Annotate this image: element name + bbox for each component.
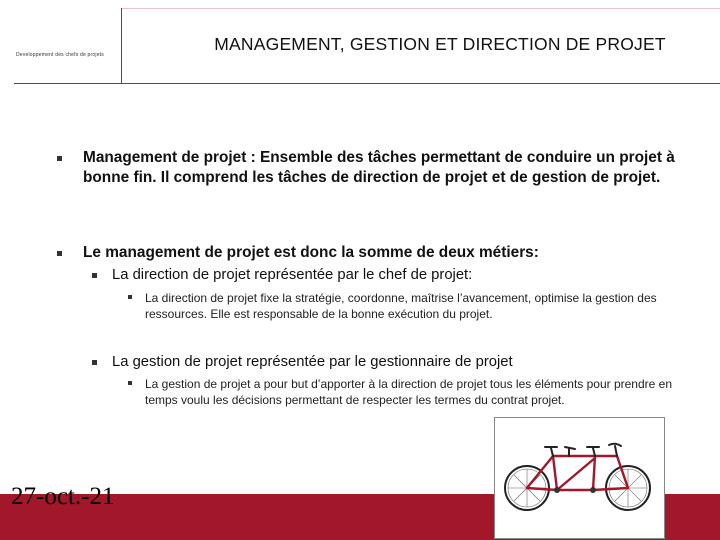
tandem-bicycle-icon: [495, 418, 664, 538]
square-bullet-icon: [128, 381, 132, 385]
square-bullet-icon: [57, 156, 62, 161]
square-bullet-icon: [57, 251, 62, 256]
slide-title: MANAGEMENT, GESTION ET DIRECTION DE PROJET: [214, 34, 666, 54]
bullet-level3: [128, 376, 698, 408]
tandem-bicycle-image: [494, 417, 665, 539]
footer-date: 27-oct.-21: [11, 483, 115, 510]
square-bullet-icon: [92, 360, 97, 365]
bullet-text: La gestion de projet représentée par le gestionnaire de projet: [112, 354, 513, 370]
square-bullet-icon: [128, 295, 132, 299]
bullet-text: La gestion de projet a pour but d’apporter à la direction de projet tous les éléments pour prendre en temps voulu les décisions permettant de respecter les termes du contrat projet.: [145, 377, 673, 407]
bullet-level2: [92, 353, 692, 372]
square-bullet-icon: [92, 273, 97, 278]
bullet-level1: [57, 243, 697, 263]
bullet-level3: [128, 290, 698, 322]
bullet-text: La direction de projet fixe la stratégie, coordonne, maîtrise l’avancement, optimise la gestion des ressources. Elle est responsable de la bonne exécution du projet.: [145, 291, 657, 321]
bullet-text: Le management de projet est donc la somme de deux métiers:: [83, 244, 539, 261]
header-subtitle: Developpement des chefs de projets: [16, 52, 104, 58]
bullet-text: Management de projet : Ensemble des tâches permettant de conduire un projet à bonne fin. Il comprend les tâches de direction de projet et de gestion de projet.: [83, 149, 675, 186]
bullet-text: La direction de projet représentée par le chef de projet:: [112, 267, 473, 283]
bullet-level1: [57, 148, 697, 188]
bullet-level2: [92, 266, 692, 285]
